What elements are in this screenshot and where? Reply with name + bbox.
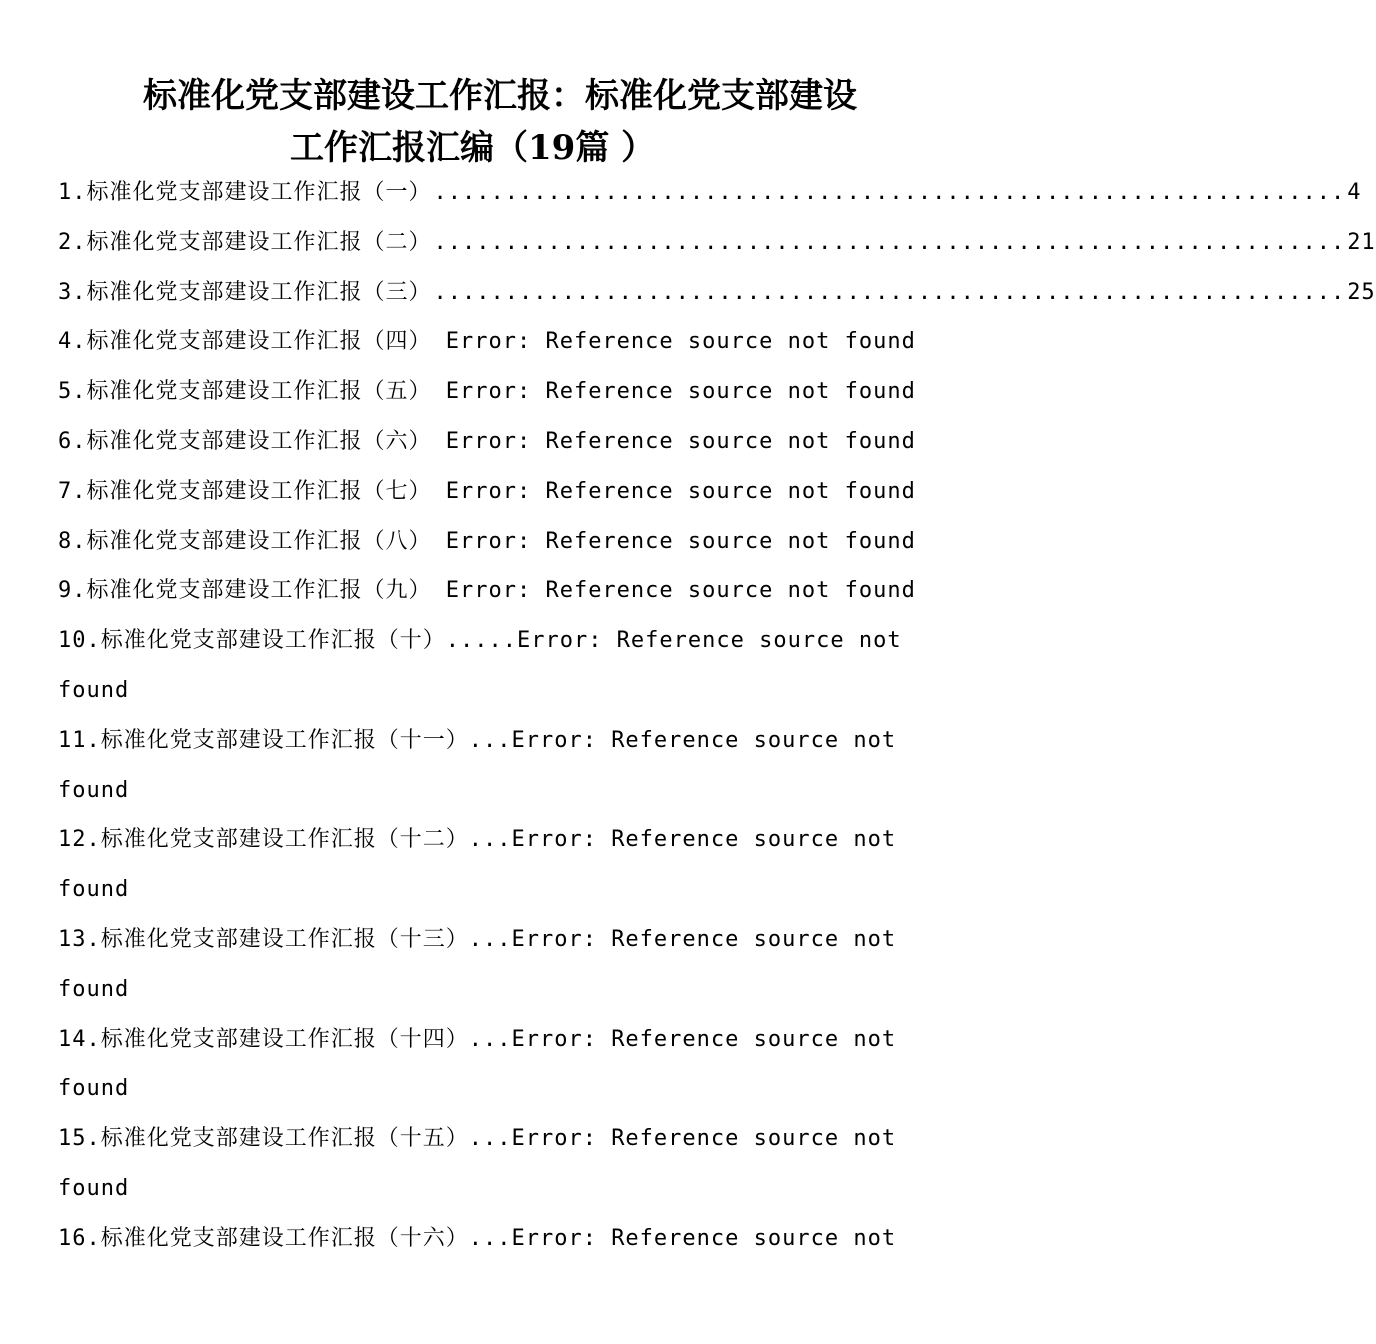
toc-entry-11[interactable]: 11.标准化党支部建设工作汇报（十一）...Error: Reference source not [58,727,897,753]
toc-entry-15[interactable]: 15.标准化党支部建设工作汇报（十五）...Error: Reference source not [58,1126,897,1152]
toc-entry-page: 25 [1347,279,1376,305]
toc-entry-label: 1.标准化党支部建设工作汇报（一） [58,180,432,205]
toc-entry-1[interactable] [58,168,1362,218]
toc-entry-page: 4 [1347,180,1362,205]
toc-entry-6[interactable]: 6.标准化党支部建设工作汇报（六） Error: Reference source not found [58,428,916,454]
toc-entry-15-continuation: found [58,1175,130,1201]
document-title-line-1: 标准化党支部建设工作汇报：标准化党支部建设 [143,76,857,116]
toc-entry-13[interactable]: 13.标准化党支部建设工作汇报（十三）...Error: Reference source not [58,926,897,952]
toc-entry-14[interactable]: 14.标准化党支部建设工作汇报（十四）...Error: Reference source not [58,1026,897,1052]
toc-entry-11-continuation: found [58,777,130,803]
toc-entry-12-continuation: found [58,877,130,903]
toc-entry-10[interactable]: 10.标准化党支部建设工作汇报（十）.....Error: Reference source not [58,628,902,654]
toc-dot-leader: ................................................................ [433,180,1346,205]
toc-dot-leader: ................................................................ [433,279,1346,305]
table-of-contents [58,168,1376,1264]
toc-entry-8[interactable]: 8.标准化党支部建设工作汇报（八） Error: Reference source not found [58,528,916,554]
toc-entry-2[interactable] [58,218,1376,268]
toc-entry-16[interactable]: 16.标准化党支部建设工作汇报（十六）...Error: Reference source not [58,1225,897,1251]
toc-entry-label: 3.标准化党支部建设工作汇报（三） [58,279,432,305]
toc-entry-7[interactable]: 7.标准化党支部建设工作汇报（七） Error: Reference source not found [58,478,916,504]
toc-entry-page: 21 [1347,229,1376,255]
toc-dot-leader: ................................................................ [433,229,1346,255]
toc-entry-label: 2.标准化党支部建设工作汇报（二） [58,229,432,255]
toc-entry-10-continuation: found [58,677,130,703]
toc-entry-12[interactable]: 12.标准化党支部建设工作汇报（十二）...Error: Reference source not [58,827,897,853]
toc-entry-3[interactable] [58,268,1376,318]
toc-entry-14-continuation: found [58,1076,130,1102]
toc-entry-13-continuation: found [58,976,130,1002]
document-title-line-2: 工作汇报汇编（19篇 ） [290,128,656,168]
toc-entry-5[interactable]: 5.标准化党支部建设工作汇报（五） Error: Reference source not found [58,379,916,405]
toc-entry-9[interactable]: 9.标准化党支部建设工作汇报（九） Error: Reference source not found [58,578,916,604]
toc-entry-4[interactable]: 4.标准化党支部建设工作汇报（四） Error: Reference source not found [58,329,916,355]
